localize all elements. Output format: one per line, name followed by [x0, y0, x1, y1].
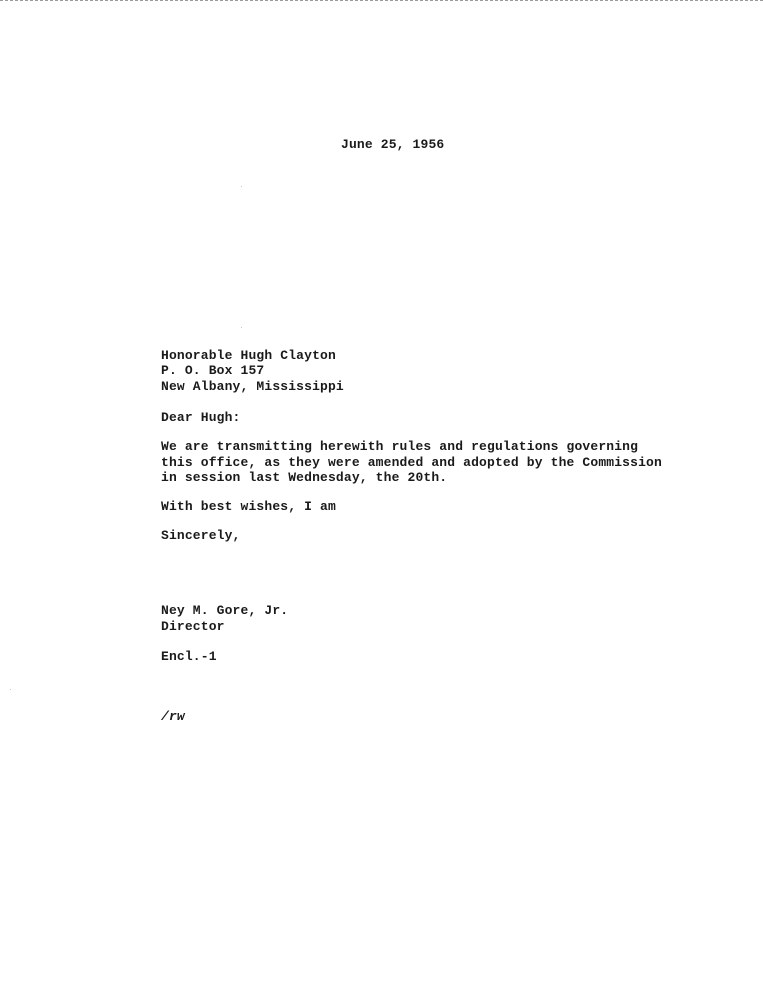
address-line-3: New Albany, Mississippi	[161, 379, 344, 394]
paper-speck	[10, 689, 11, 690]
address-line-1: Honorable Hugh Clayton	[161, 348, 336, 363]
enclosure-notation: Encl.-1	[161, 649, 217, 664]
page-top-border	[0, 0, 763, 1]
complimentary-close: Sincerely,	[161, 528, 241, 543]
signer-title: Director	[161, 619, 225, 634]
typist-initials: /rw	[161, 709, 185, 724]
body-line-1: We are transmitting herewith rules and regulations governing	[161, 439, 639, 454]
body-line-3: in session last Wednesday, the 20th.	[161, 470, 448, 485]
address-line-2: P. O. Box 157	[161, 363, 265, 378]
signer-name: Ney M. Gore, Jr.	[161, 603, 289, 618]
closing-phrase: With best wishes, I am	[161, 499, 336, 514]
paper-speck	[241, 327, 242, 328]
body-line-2: this office, as they were amended and adopted by the Commission	[161, 455, 662, 470]
salutation: Dear Hugh:	[161, 410, 241, 425]
letter-date: June 25, 1956	[341, 137, 445, 152]
paper-speck	[241, 186, 242, 187]
